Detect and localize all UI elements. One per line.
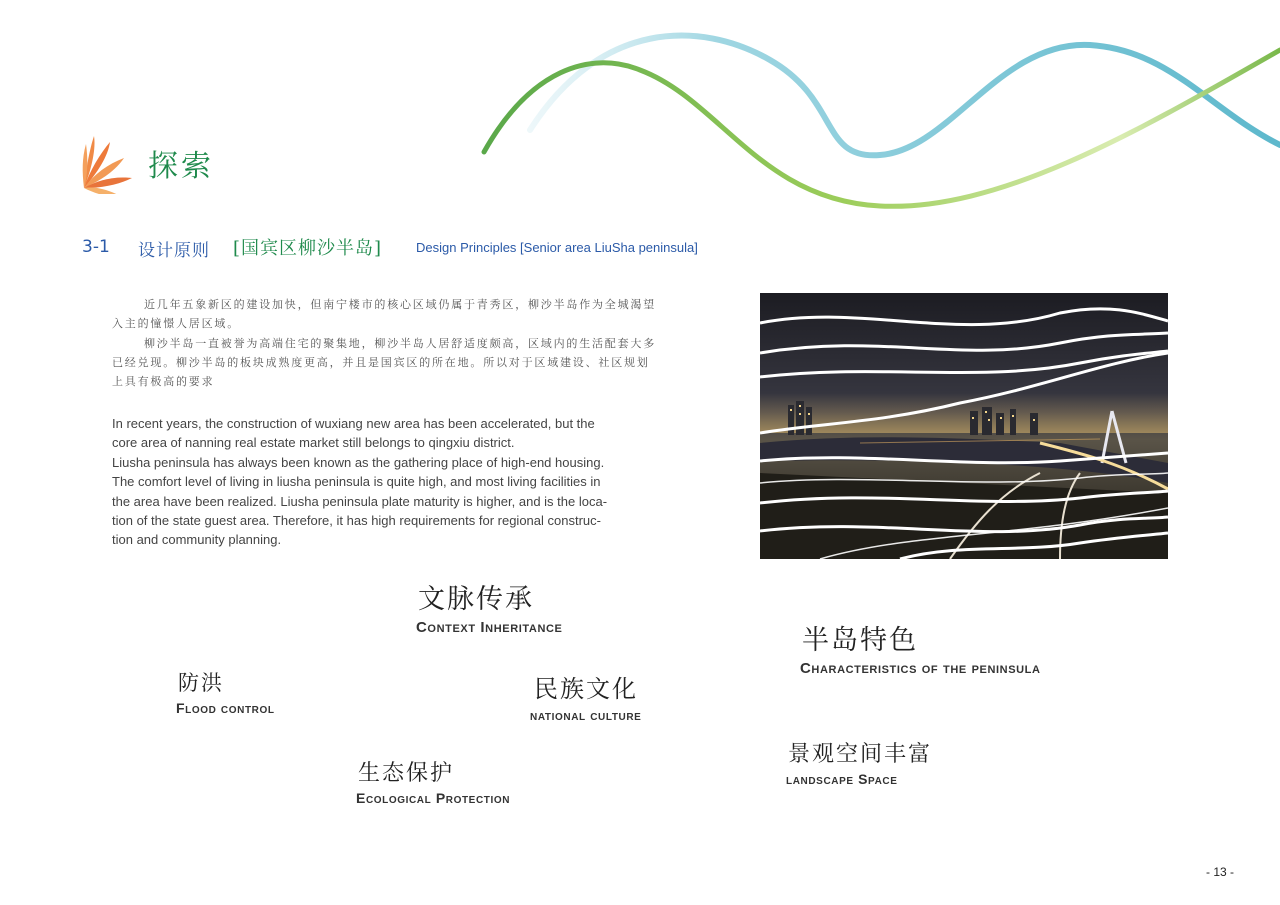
green-wave (484, 50, 1280, 206)
keyword-peninsula-cn: 半岛特色 (802, 625, 918, 656)
night-city-photo (760, 293, 1168, 559)
keyword-context-cn: 文脉传承 (418, 584, 534, 615)
decorative-wave-lines (0, 0, 1280, 230)
english-body-text (112, 414, 647, 550)
section-number: 3-1 (82, 237, 110, 257)
en-line: tion and community planning. (112, 532, 282, 548)
keyword-ecological-en: Ecological Protection (356, 790, 511, 806)
en-line: core area of nanning real estate market still belongs to qingxiu district. (112, 435, 515, 451)
keyword-flood-cn: 防洪 (178, 671, 224, 695)
chinese-body-text (112, 295, 662, 391)
en-line: The comfort level of living in liusha peninsula is quite high, and most living facilities in (112, 474, 601, 490)
page-title: 探索 (148, 149, 214, 184)
cn-paragraph: 近几年五象新区的建设加快，但南宁楼市的核心区域仍属于青秀区，柳沙半岛作为全城渴望入主的憧憬人居区域。 (112, 298, 656, 331)
keyword-peninsula-en: Characteristics of the peninsula (800, 660, 1041, 677)
en-line: tion of the state guest area. Therefore, it has high requirements for regional construc- (112, 513, 601, 529)
section-title-cn: 设计原则 (138, 241, 210, 261)
en-line: In recent years, the construction of wuxiang new area has been accelerated, but the (112, 416, 595, 431)
blue-wave (530, 36, 1280, 156)
en-line: Liusha peninsula has always been known as the gathering place of high-end housing. (112, 454, 605, 470)
keyword-flood-en: Flood control (176, 700, 275, 716)
page-number: - 13 - (1206, 865, 1235, 879)
keyword-landscape-en: landscape Space (786, 771, 898, 787)
leaf-icon (78, 126, 140, 194)
en-line: the area have been realized. Liusha peninsula plate maturity is higher, and is the loca- (112, 493, 608, 509)
cn-paragraph: 柳沙半岛一直被誉为高端住宅的聚集地，柳沙半岛人居舒适度颇高，区域内的生活配套大多已经兑现。柳沙半岛的板块成熟度更高，并且是国宾区的所在地。所以对于区域建设、社区规划上具有极高的要求 (112, 336, 656, 389)
keyword-national-cn: 民族文化 (534, 675, 638, 703)
keyword-national-en: national culture (530, 707, 642, 723)
keyword-context-en: Context Inheritance (416, 619, 563, 636)
keyword-ecological-cn: 生态保护 (358, 761, 455, 786)
keyword-landscape-cn: 景观空间丰富 (788, 742, 933, 767)
section-subtitle-cn: [国宾区柳沙半岛] (233, 238, 383, 259)
section-title-en: Design Principles [Senior area LiuSha peninsula] (416, 240, 698, 255)
